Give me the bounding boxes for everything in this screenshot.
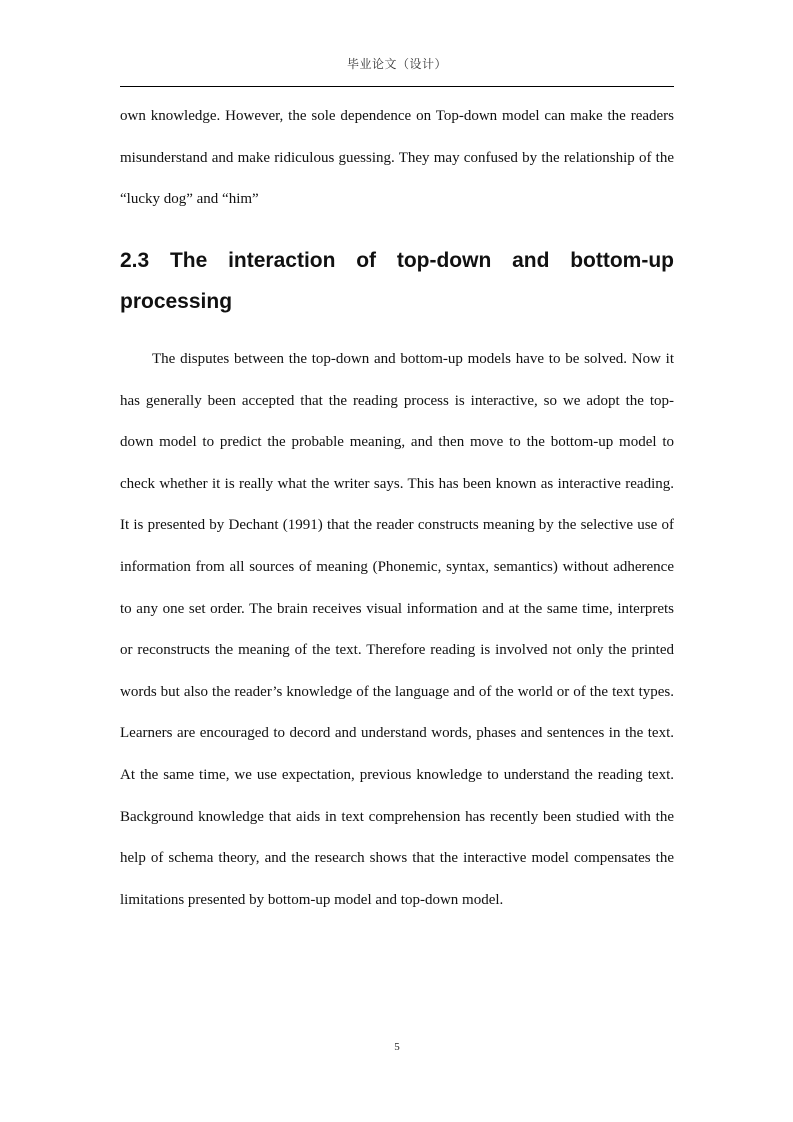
body-paragraph: own knowledge. However, the sole dependence on Top-down model can make the readers misunderstand and make ridiculous guessing. They may confused by the relationship of the “lucky dog” and “him” bbox=[120, 108, 674, 208]
body-paragraph: The disputes between the top-down and bottom-up models have to be solved. Now it has generally been accepted that the reading process is interactive, so we adopt the top-down model to predict the probable meaning, and then move to the bottom-up model to check whether it is really what the writer says. This has been known as interactive reading. It is presented by Dechant (1991) that the reader constructs meaning by the selective use of information from all sources of meaning (Phonemic, syntax, semantics) without adherence to any one set order. The brain receives visual information and at the same time, interprets or reconstructs the meaning of the text. Therefore reading is involved not only the printed words but also the reader’s knowledge of the language and of the world or of the text types. Learners are encouraged to decord and understand words, phases and sentences in the text. At the same time, we use expectation, previous knowledge to understand the reading text. Background knowledge that aids in text comprehension has recently been studied with the help of schema theory, and the research shows that the interactive model compensates the limitations presented by bottom-up model and top-down model. bbox=[120, 351, 674, 908]
page-number: 5 bbox=[394, 1041, 400, 1053]
running-header: 毕业论文（设计） bbox=[346, 57, 447, 71]
header-rule bbox=[120, 86, 674, 87]
section-heading: 2.3 The interaction of top-down and bottom-up processing bbox=[120, 249, 674, 313]
